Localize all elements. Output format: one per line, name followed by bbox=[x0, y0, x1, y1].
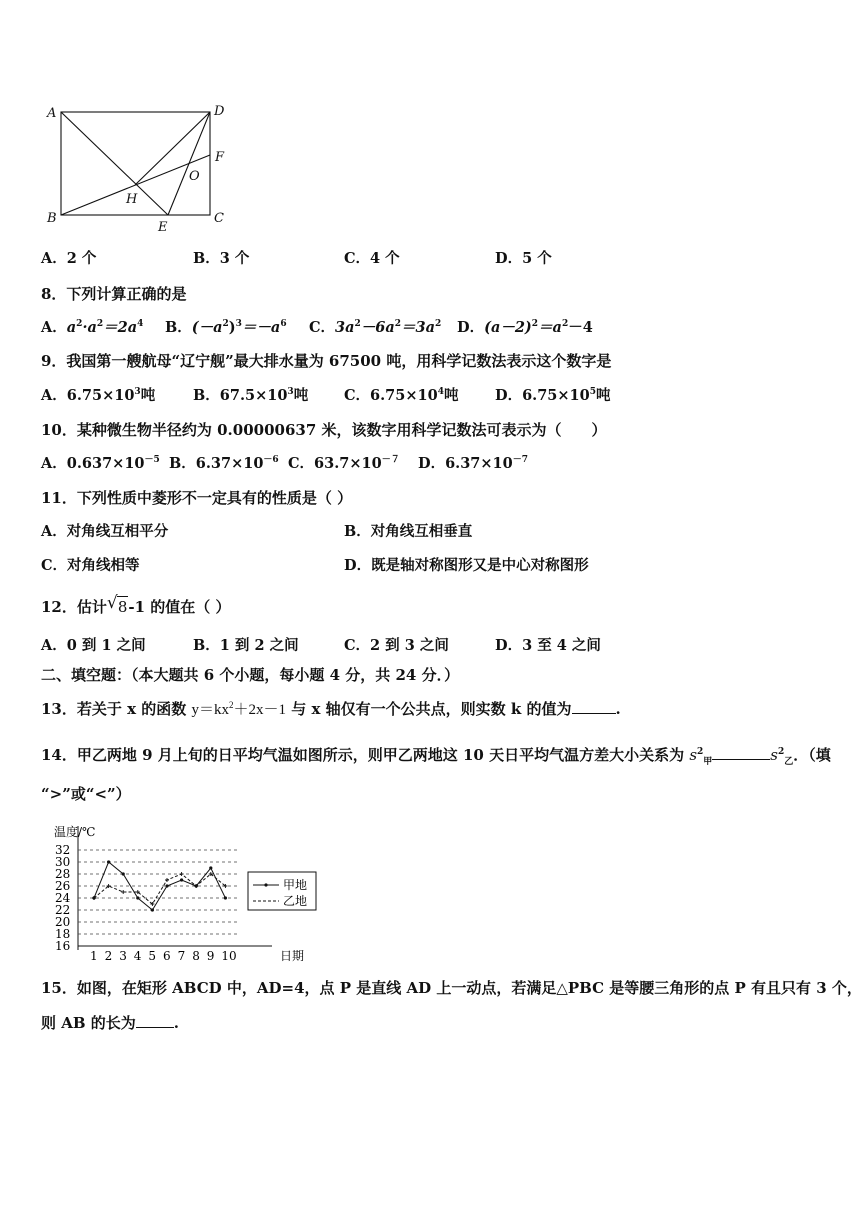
y-axis-label: 温度/℃ bbox=[54, 825, 96, 839]
q11-option-b[interactable]: B．对角线互相垂直 bbox=[344, 523, 473, 540]
q12-option-b[interactable]: B．1 到 2 之间 bbox=[193, 637, 299, 654]
sqrt-symbol: √ 8 bbox=[106, 593, 128, 616]
q10-option-b[interactable]: B．$6.37\times 10^{-6}$ bbox=[169, 455, 279, 472]
q10-option-d[interactable]: D．$6.37\times 10^{-7}$ bbox=[418, 455, 528, 472]
label-d: D bbox=[214, 104, 225, 119]
y-tick-label: 16 bbox=[55, 939, 71, 953]
q14-stem: 14．甲乙两地 9 月上旬的日平均气温如图所示，则甲乙两地这 10 天日平均气温方差大小关系为 $s^2_甲$ $s^2_乙$．（填 bbox=[41, 746, 831, 767]
y-tick-label: 22 bbox=[55, 903, 71, 917]
x-tick-label: 8 bbox=[192, 949, 200, 963]
y-tick-label: 24 bbox=[55, 891, 71, 905]
label-o: O bbox=[189, 169, 200, 184]
q9-option-c[interactable]: C．$6.75\times 10^4$吨 bbox=[344, 387, 459, 404]
q12-stem: 12．估计 √ 8-1 的值在（ ） bbox=[41, 593, 231, 616]
label-c: C bbox=[214, 211, 224, 226]
data-point bbox=[165, 878, 169, 882]
x-tick-label: 7 bbox=[177, 949, 186, 963]
q14-answer-blank[interactable] bbox=[712, 745, 770, 760]
q7-option-d[interactable]: D．5 个 bbox=[495, 250, 552, 267]
q15-stem-line2: 则 AB 的长为 . bbox=[41, 1014, 179, 1032]
data-point bbox=[209, 866, 212, 869]
q9-option-b[interactable]: B．$67.5\times 10^3$吨 bbox=[193, 387, 309, 404]
label-e: E bbox=[158, 220, 168, 235]
x-tick-label: 10 bbox=[221, 949, 237, 963]
q15-answer-blank[interactable] bbox=[136, 1013, 174, 1028]
x-tick-label: 4 bbox=[133, 949, 142, 963]
q9-option-a[interactable]: A．$6.75\times 10^3$吨 bbox=[41, 387, 156, 404]
y-tick-label: 26 bbox=[55, 879, 71, 893]
data-point bbox=[151, 908, 154, 911]
q11-stem: 11．下列性质中菱形不一定具有的性质是（ ） bbox=[41, 489, 353, 507]
q12-option-c[interactable]: C．2 到 3 之间 bbox=[344, 637, 449, 654]
x-tick-label: 9 bbox=[206, 949, 215, 963]
q7-option-a[interactable]: A．2 个 bbox=[41, 250, 97, 267]
data-point bbox=[122, 872, 125, 875]
q11-option-a[interactable]: A．对角线互相平分 bbox=[41, 523, 169, 540]
q13-formula: $y=kx^2+2x-1$ bbox=[191, 700, 287, 718]
x-tick-label: 3 bbox=[119, 949, 127, 963]
label-f: F bbox=[215, 150, 225, 165]
q8-stem: 8．下列计算正确的是 bbox=[41, 285, 187, 303]
section-heading: 二、填空题：（本大题共 6 个小题，每小题 4 分，共 24 分．） bbox=[41, 666, 460, 684]
x-tick-label: 5 bbox=[148, 949, 157, 963]
y-tick-label: 20 bbox=[55, 915, 71, 929]
x-tick-label: 1 bbox=[90, 949, 98, 963]
label-b: B bbox=[47, 211, 57, 226]
q12-option-d[interactable]: D．3 至 4 之间 bbox=[495, 637, 601, 654]
label-h: H bbox=[126, 192, 138, 207]
data-point bbox=[136, 896, 139, 899]
y-tick-label: 28 bbox=[55, 867, 71, 881]
y-tick-label: 32 bbox=[55, 843, 71, 857]
data-point bbox=[165, 884, 168, 887]
y-tick-label: 18 bbox=[55, 927, 71, 941]
data-point bbox=[180, 878, 183, 881]
q8-option-c[interactable]: C．$3a^2-6a^2=3a^2$ bbox=[309, 319, 442, 336]
rectangle-figure bbox=[40, 100, 240, 235]
q7-option-c[interactable]: C．4 个 bbox=[344, 250, 400, 267]
data-point bbox=[107, 860, 110, 863]
temperature-line-chart bbox=[52, 818, 332, 963]
label-a: A bbox=[47, 106, 57, 121]
q10-option-c[interactable]: C．$63.7\times 10^{-7}$ bbox=[288, 455, 400, 472]
q15-stem: 15．如图，在矩形 ABCD 中，AD=4，点 P 是直线 AD 上一动点，若满足△PBC 是等腰三角形的点 P 有且只有 3 个， bbox=[41, 979, 862, 997]
x-tick-label: 2 bbox=[104, 949, 113, 963]
q11-option-d[interactable]: D．既是轴对称图形又是中心对称图形 bbox=[344, 557, 589, 574]
q14-stem-line2: “>”或“<”） bbox=[41, 785, 131, 803]
q12-option-a[interactable]: A．0 到 1 之间 bbox=[41, 637, 146, 654]
legend-label-jia: 甲地 bbox=[283, 878, 308, 892]
data-point bbox=[180, 872, 184, 876]
q8-option-a[interactable]: A．$a^2\cdot a^2=2a^4$ bbox=[41, 319, 144, 336]
legend-label-yi: 乙地 bbox=[283, 894, 308, 908]
x-axis-label: 日期 bbox=[280, 949, 305, 963]
data-point bbox=[121, 890, 125, 894]
q10-stem: 10．某种微生物半径约为 0.00000637 米，该数字用科学记数法可表示为（ ） bbox=[41, 421, 607, 439]
q11-option-c[interactable]: C．对角线相等 bbox=[41, 557, 140, 574]
q7-option-b[interactable]: B．3 个 bbox=[193, 250, 250, 267]
q9-stem: 9．我国第一艘航母“辽宁舰”最大排水量为 67500 吨，用科学记数法表示这个数字是 bbox=[41, 352, 612, 370]
x-tick-label: 6 bbox=[163, 949, 171, 963]
series-line-yi bbox=[94, 874, 225, 904]
q13-stem: 13．若关于 x 的函数 $y=kx^2+2x-1$ 与 x 轴仅有一个公共点，则实数 k 的值为 . bbox=[41, 700, 621, 718]
data-point bbox=[224, 896, 227, 899]
y-tick-label: 30 bbox=[55, 855, 71, 869]
legend-marker-jia bbox=[264, 883, 267, 886]
q9-option-d[interactable]: D．$6.75\times 10^5$吨 bbox=[495, 387, 611, 404]
q10-option-a[interactable]: A．$0.637\times 10^{-5}$ bbox=[41, 455, 160, 472]
q8-option-b[interactable]: B．$(-a^2)^3=-a^6$ bbox=[165, 319, 287, 336]
q8-option-d[interactable]: D．$(a-2)^2=a^2-4$ bbox=[457, 319, 593, 336]
q13-answer-blank[interactable] bbox=[572, 699, 616, 714]
